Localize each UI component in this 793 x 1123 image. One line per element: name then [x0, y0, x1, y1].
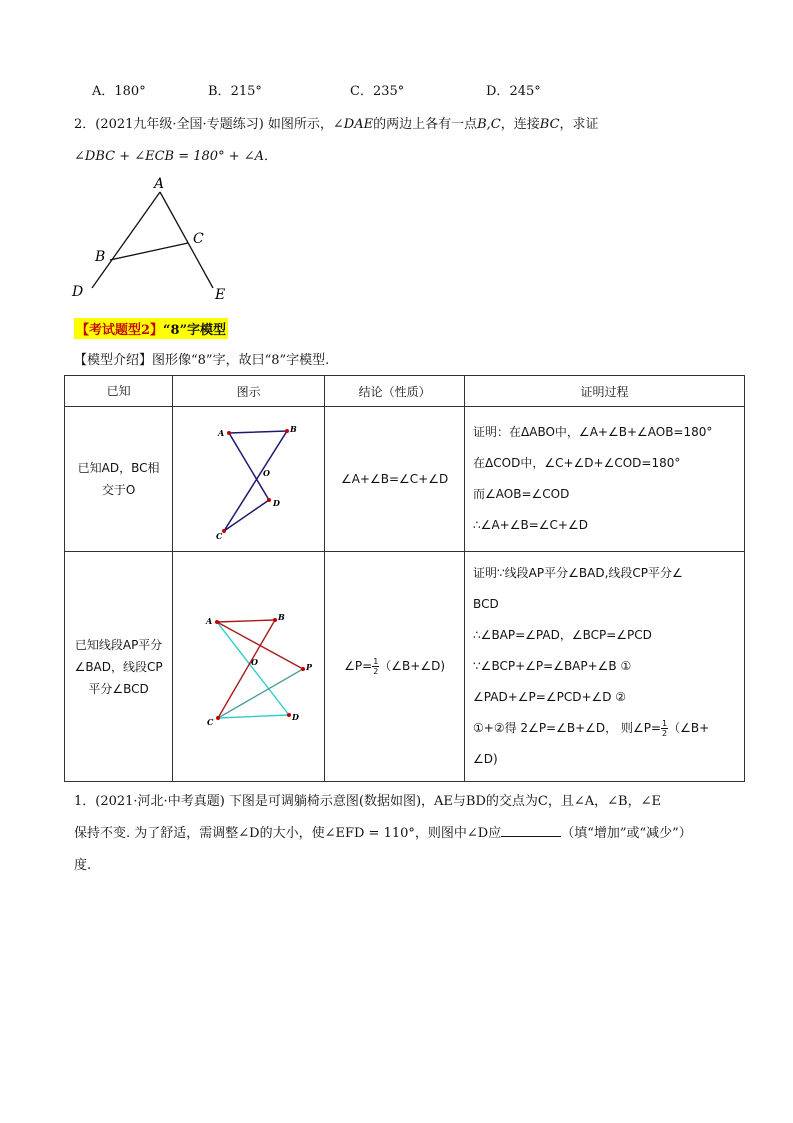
q1-line1: 1．(2021·河北·中考真题) 下图是可调躺椅示意图(数据如图)，AE与BD的交点为C，且∠A，∠B，∠E — [74, 794, 661, 809]
row1-conclusion: ∠A+∠B=∠C+∠D — [325, 407, 465, 552]
row2-figure-cell — [173, 552, 325, 782]
point-b — [285, 429, 289, 433]
label-d: D — [72, 284, 84, 300]
q2-line1: 2．(2021九年级·全国·专题练习) 如图所示，∠DAE的两边上各有一点B,C，连接BC，求证 — [74, 117, 599, 132]
header-known: 已知 — [65, 376, 173, 407]
segment-ab — [217, 620, 275, 622]
label-b: B — [95, 249, 106, 265]
q1-line3: 度. — [74, 858, 92, 873]
label-d: D — [291, 712, 299, 722]
fraction-half: $\frac{1}{2}$ — [373, 657, 379, 676]
side-ae — [160, 192, 213, 288]
q1-line2: 保持不变. 为了舒适，需调整∠D的大小，使∠EFD = 110°，则图中∠D应 （填“增加”或“减少”） — [74, 826, 692, 841]
label-o: O — [262, 468, 270, 478]
q2-triangle-figure — [64, 170, 244, 310]
label-c: C — [206, 717, 214, 727]
point-p — [301, 667, 305, 671]
fraction-half: $\frac{1}{2}$ — [662, 719, 668, 738]
q2-line2: ∠DBC + ∠ECB = 180° + ∠A． — [74, 149, 278, 164]
point-a — [215, 620, 219, 624]
header-proof: 证明过程 — [465, 376, 745, 407]
model-intro: 【模型介绍】图形像“8”字，故曰“8”字模型. — [74, 353, 330, 368]
point-b — [273, 618, 277, 622]
label-c: C — [193, 231, 204, 247]
choice-d: D．245° — [486, 84, 541, 99]
figure-8-bisector — [189, 600, 312, 730]
row1-known: 已知AD，BC相交于O — [65, 407, 173, 552]
header-conclusion: 结论（性质） — [325, 376, 465, 407]
point-d — [267, 498, 271, 502]
row1-proof: 证明：在ΔABO中，∠A+∠B+∠AOB=180° 在ΔCOD中，∠C+∠D+∠COD=180° 而∠AOB=∠COD ∴∠A+∠B=∠C+∠D — [465, 407, 745, 552]
label-e: E — [215, 287, 226, 303]
table-header-row — [65, 376, 745, 407]
row1-figure-cell — [173, 407, 325, 552]
choice-b: B．215° — [208, 84, 262, 99]
choice-c: C．235° — [350, 84, 405, 99]
row2-conclusion: ∠P= $\frac{1}{2}$ （∠B+∠D) — [325, 552, 465, 782]
figure-8-lines — [224, 431, 287, 531]
choice-a: A．180° — [92, 84, 146, 99]
point-c — [222, 529, 226, 533]
point-d — [287, 713, 291, 717]
row2-known: 已知线段AP平分∠BAD，线段CP平分∠BCD — [65, 552, 173, 782]
header-figure: 图示 — [173, 376, 325, 407]
point-a — [227, 431, 231, 435]
point-c — [216, 716, 220, 720]
row2-proof: 证明∵线段AP平分∠BAD,线段CP平分∠ BCD ∴∠BAP=∠PAD，∠BCP=∠PCD ∵∠BCP+∠P=∠BAP+∠B ① ∠PAD+∠P=∠PCD+∠D ② ①+②得 2∠P=∠B+∠D， 则∠P= $\frac{1}{2}$ （∠B+ ∠D) — [465, 552, 745, 782]
model-table — [64, 375, 745, 782]
segment-dc — [218, 715, 289, 718]
segment-ap — [217, 622, 303, 669]
figure-8-basic — [189, 415, 309, 540]
label-a: A — [217, 428, 224, 438]
table-row — [65, 407, 745, 552]
table-row — [65, 552, 745, 782]
label-b: B — [277, 612, 285, 622]
label-c: C — [215, 531, 223, 541]
label-o: O — [250, 657, 258, 667]
label-d: D — [272, 498, 280, 508]
section-tag: 【考试题型2】“8”字模型 — [74, 318, 228, 339]
side-ad — [92, 192, 160, 288]
segment-cp — [218, 669, 303, 718]
label-p: P — [305, 662, 312, 672]
label-a: A — [205, 616, 212, 626]
label-b: B — [289, 424, 297, 434]
answer-blank[interactable] — [501, 824, 561, 837]
label-a: A — [154, 176, 165, 192]
